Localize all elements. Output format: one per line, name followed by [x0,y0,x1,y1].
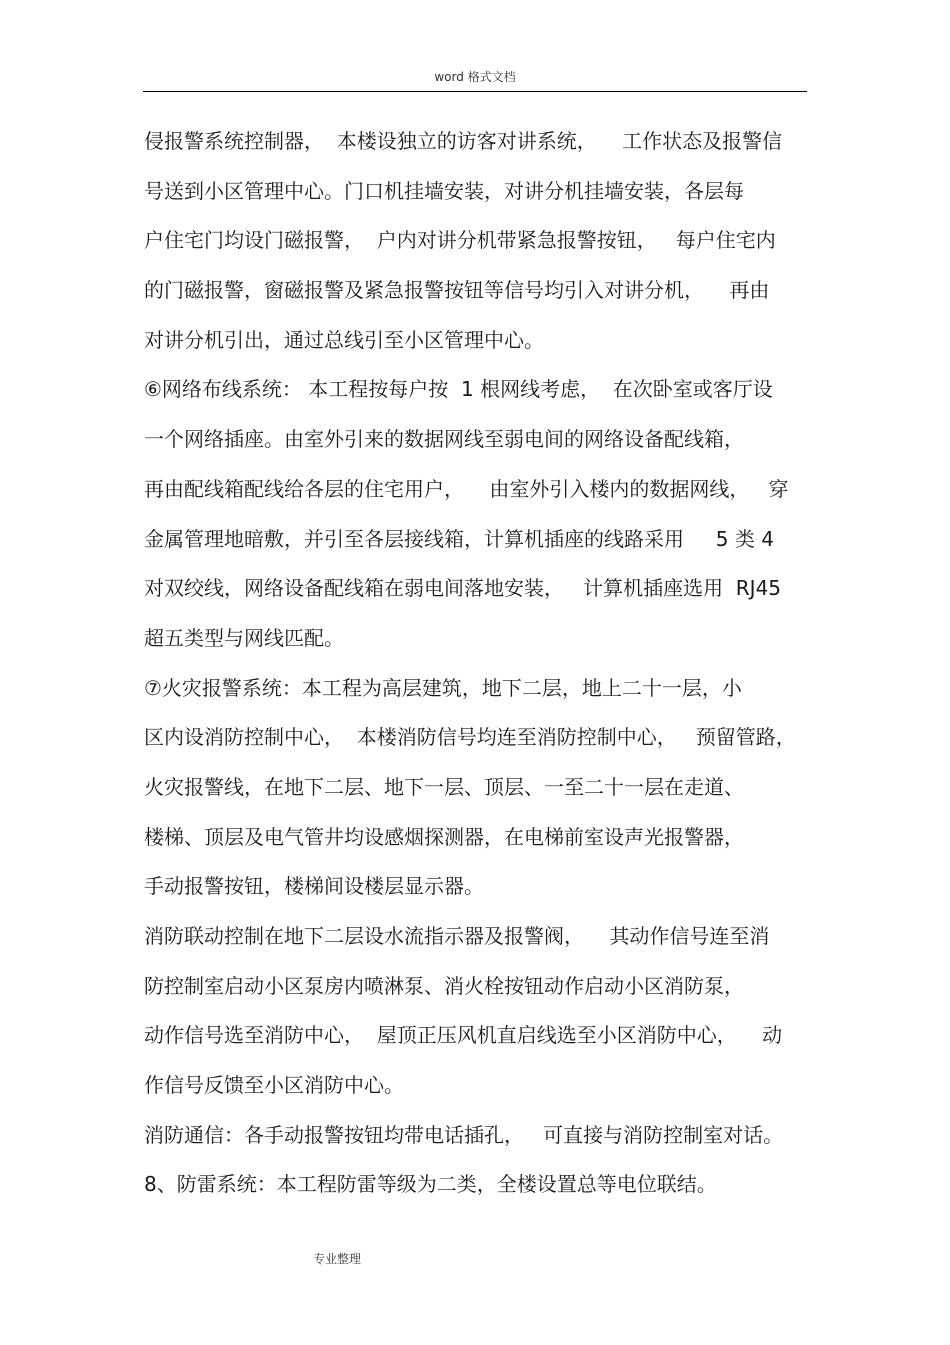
text-line: 对讲分机引出，通过总线引至小区管理中心。 [144,327,544,352]
text-line: 作信号反馈至小区消防中心。 [144,1073,404,1098]
text-line: 手动报警按钮，楼梯间设楼层显示器。 [144,874,484,899]
header-divider [143,91,807,92]
text-line: 再由配线箱配线给各层的住宅用户， 由室外引入楼内的数据网线， 穿 [144,476,789,501]
text-line: 消防联动控制在地下二层设水流指示器及报警阀， 其动作信号连至消 [144,924,770,948]
text-line: 火灾报警线，在地下二层、地下一层、顶层、一至二十一层在走道、 [144,774,744,799]
page-header: word 格式文档 [434,70,516,84]
text-line: 一个网络插座。由室外引来的数据网线至弱电间的网络设备配线箱， [144,427,744,452]
text-line: 8、防雷系统：本工程防雷等级为二类，全楼设置总等电位联结。 [144,1172,717,1197]
text-line: 超五类型与网线匹配。 [144,625,344,650]
text-line: 号送到小区管理中心。门口机挂墙安装，对讲分机挂墙安装，各层每 [144,178,744,203]
text-line: 户住宅门均设门磁报警， 户内对讲分机带紧急报警按钮， 每户住宅内 [144,228,776,253]
text-line: 侵报警系统控制器， 本楼设独立的访客对讲系统， 工作状态及报警信 [144,129,783,153]
text-line: ⑦火灾报警系统：本工程为高层建筑，地下二层，地上二十一层，小 [144,675,742,700]
text-line: 楼梯、顶层及电气管井均设感烟探测器，在电梯前室设声光报警器， [144,824,744,849]
text-line: 防控制室启动小区泵房内喷淋泵、消火栓按钮动作启动小区消防泵， [144,973,744,998]
text-line: 区内设消防控制中心， 本楼消防信号均连至消防控制中心， 预留管路， [144,725,796,750]
page-footer: 专业整理 [313,1252,362,1266]
text-line: ⑥网络布线系统： 本工程按每户按 1 根网线考虑， 在次卧室或客厅设 [144,377,773,402]
text-line: 动作信号选至消防中心， 屋顶正压风机直启线选至小区消防中心， 动 [144,1023,783,1048]
text-line: 的门磁报警，窗磁报警及紧急报警按钮等信号均引入对讲分机， 再由 [144,278,770,303]
document-body [144,124,816,1217]
text-line: 金属管理地暗敷，并引至各层接线箱，计算机插座的线路采用 5 类 4 [144,526,774,551]
text-line: 消防通信：各手动报警按钮均带电话插孔， 可直接与消防控制室对话。 [144,1122,784,1147]
text-line: 对双绞线，网络设备配线箱在弱电间落地安装， 计算机插座选用 RJ45 [144,576,782,601]
